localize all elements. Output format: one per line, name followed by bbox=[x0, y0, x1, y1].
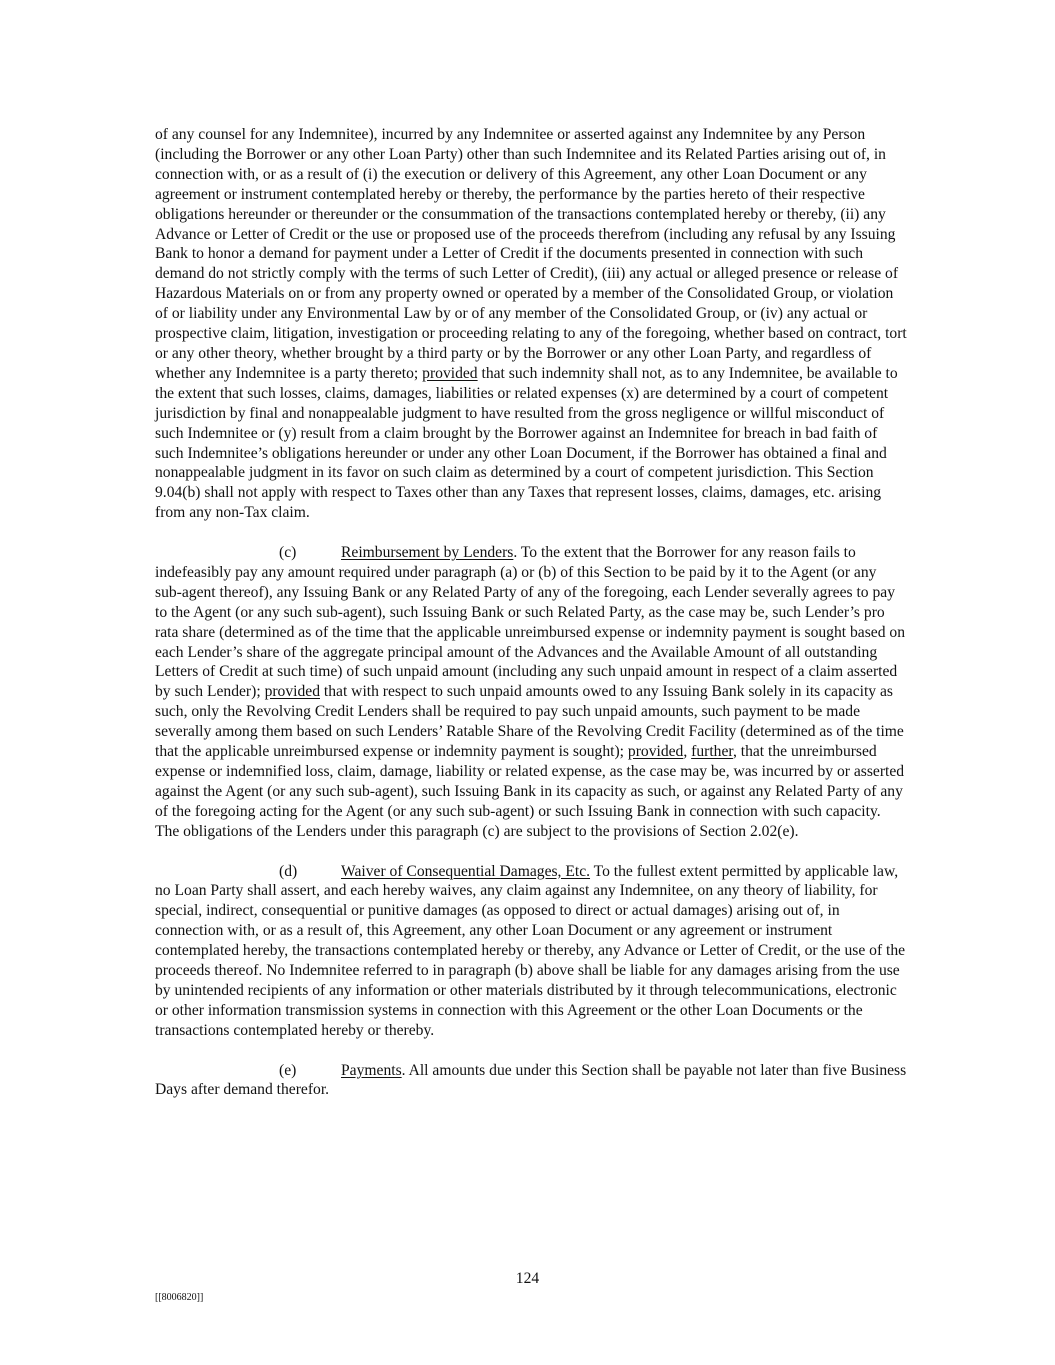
paragraph-text: To the fullest extent permitted by applicable law, no Loan Party shall assert, and each hereby waives, any claim against any Indemnitee, on any theory of liability, for special, indirect, consequential or punitive damages (as opposed to direct or actual damages) arising out of, in connection with, or as a result of, this Agreement, any other Loan Document or any agreement or instrument contemplated hereby, the transactions contemplated hereby or thereby, any Advance or Letter of Credit, or the use of the proceeds thereof. No Indemnitee referred to in paragraph (b) above shall be liable for any damages arising from the use by unintended recipients of any information or other materials distributed by it through telecommunications, electronic or other information transmission systems in connection with this Agreement or the other Loan Documents or the transactions contemplated hereby or thereby. bbox=[155, 862, 906, 1039]
paragraph-text: that with respect to such unpaid amounts owed to any Issuing Bank solely in its capacity as such, only the Revolving Credit Lenders shall be required to pay such unpaid amounts, such payment to be made severally among them based on such Lenders’ Ratable Share of the Revolving Credit Facility (determined as of the time that the applicable unreimbursed expense or indemnity payment is sought); bbox=[155, 683, 904, 761]
paragraph-number: (c) bbox=[279, 544, 297, 562]
underlined-term: provided bbox=[422, 364, 478, 382]
paragraph-text: , that the unreimbursed expense or indemnified loss, claim, damage, liability or related expense, as the case may be, was incurred by or asserted against the Agent (or any such sub-agent), such Issuing Bank in its capacity as such, or against any Related Party of any of the foregoing acting for the Agent (or any such sub-agent) or such Issuing Bank in connection with such capacity. The obligations of the Lenders under this paragraph (c) are subject to the provisions of Section 2.02(e). bbox=[155, 743, 905, 840]
paragraph-number: (e) bbox=[279, 1061, 297, 1079]
paragraph-text: , bbox=[683, 743, 692, 761]
paragraph-text: . To the extent that the Borrower for any reason fails to indefeasibly pay any amount required under paragraph (a) or (b) of this Section to be paid by it to the Agent (or any sub-agent thereof), any Issuing Bank or any Related Party of any of the foregoing, each Lender severally agrees to pay to the Agent (or any such sub-agent), such Issuing Bank or such Related Party, as the case may be, such Lender’s pro rata share (determined as of the time that the applicable unreimbursed expense or indemnity payment is sought based on each Lender’s share of the aggregate principal amount of the Advances and the Available Amount of all outstanding Letters of Credit at such time) of such unpaid amount (including any such unpaid amount in respect of a claim asserted by such Lender); bbox=[155, 544, 905, 701]
page-number: 124 bbox=[515, 1270, 540, 1287]
paragraph-text: that such indemnity shall not, as to any Indemnitee, be available to the extent that such losses, claims, damages, liabilities or related expenses (x) are determined by a court of competent jurisdiction by final and nonappealable judgment to have resulted from the gross negligence or willful misconduct of such Indemnitee or (y) result from a claim brought by the Borrower against an Indemnitee for breach in bad faith of such Indemnitee’s obligations hereunder or under any other Loan Document, if the Borrower has obtained a final and nonappealable judgment in its favor on such claim as determined by a court of competent jurisdiction. This Section 9.04(b) shall not apply with respect to Taxes other than any Taxes that represent losses, claims, damages, etc. arising from any non-Tax claim. bbox=[155, 364, 898, 522]
paragraph-text: of any counsel for any Indemnitee), incurred by any Indemnitee or asserted against any Indemnitee by any Person (including the Borrower or any other Loan Party) other than such Indemnitee and its Related Parties arising out of, in connection with, or as a result of (i) the execution or delivery of this Agreement, any other Loan Document or any agreement or instrument contemplated hereby or thereby, the performance by the parties hereto of their respective obligations hereunder or thereunder or the consummation of the transactions contemplated hereby or thereby, (ii) any Advance or Letter of Credit or the use or proposed use of the proceeds therefrom (including any refusal by any Issuing Bank to honor a demand for payment under a Letter of Credit if the documents presented in connection with such demand do not strictly comply with the terms of such Letter of Credit), (iii) any actual or alleged presence or release of Hazardous Materials on or from any property owned or operated by a member of the Consolidated Group, or violation of or liability under any Environmental Law by or of any member of the Consolidated Group, or (iv) any actual or prospective claim, litigation, investigation or proceeding relating to any of the foregoing, whether based on contract, tort or any other theory, whether brought by a third party or by the Borrower or any other Loan Party, and regardless of whether any Indemnitee is a party thereto; bbox=[155, 126, 907, 382]
paragraph-heading: Payments bbox=[341, 1061, 402, 1079]
paragraph-text: . All amounts due under this Section shall be payable not later than five Business Days after demand therefor. bbox=[155, 1061, 907, 1099]
underlined-term: further bbox=[691, 743, 733, 761]
paragraph-heading: Reimbursement by Lenders bbox=[341, 544, 514, 562]
paragraph-c bbox=[155, 543, 907, 842]
paragraph-e bbox=[155, 1061, 907, 1101]
underlined-term: provided bbox=[264, 683, 320, 701]
paragraph-b-continuation bbox=[155, 125, 907, 523]
paragraph-heading: Waiver of Consequential Damages, Etc. bbox=[341, 862, 591, 880]
underlined-term: provided bbox=[627, 743, 684, 761]
document-body bbox=[155, 125, 907, 1100]
paragraph-d bbox=[155, 862, 907, 1041]
document-id: [[8006820]] bbox=[155, 1292, 204, 1303]
paragraph-number: (d) bbox=[279, 862, 298, 880]
